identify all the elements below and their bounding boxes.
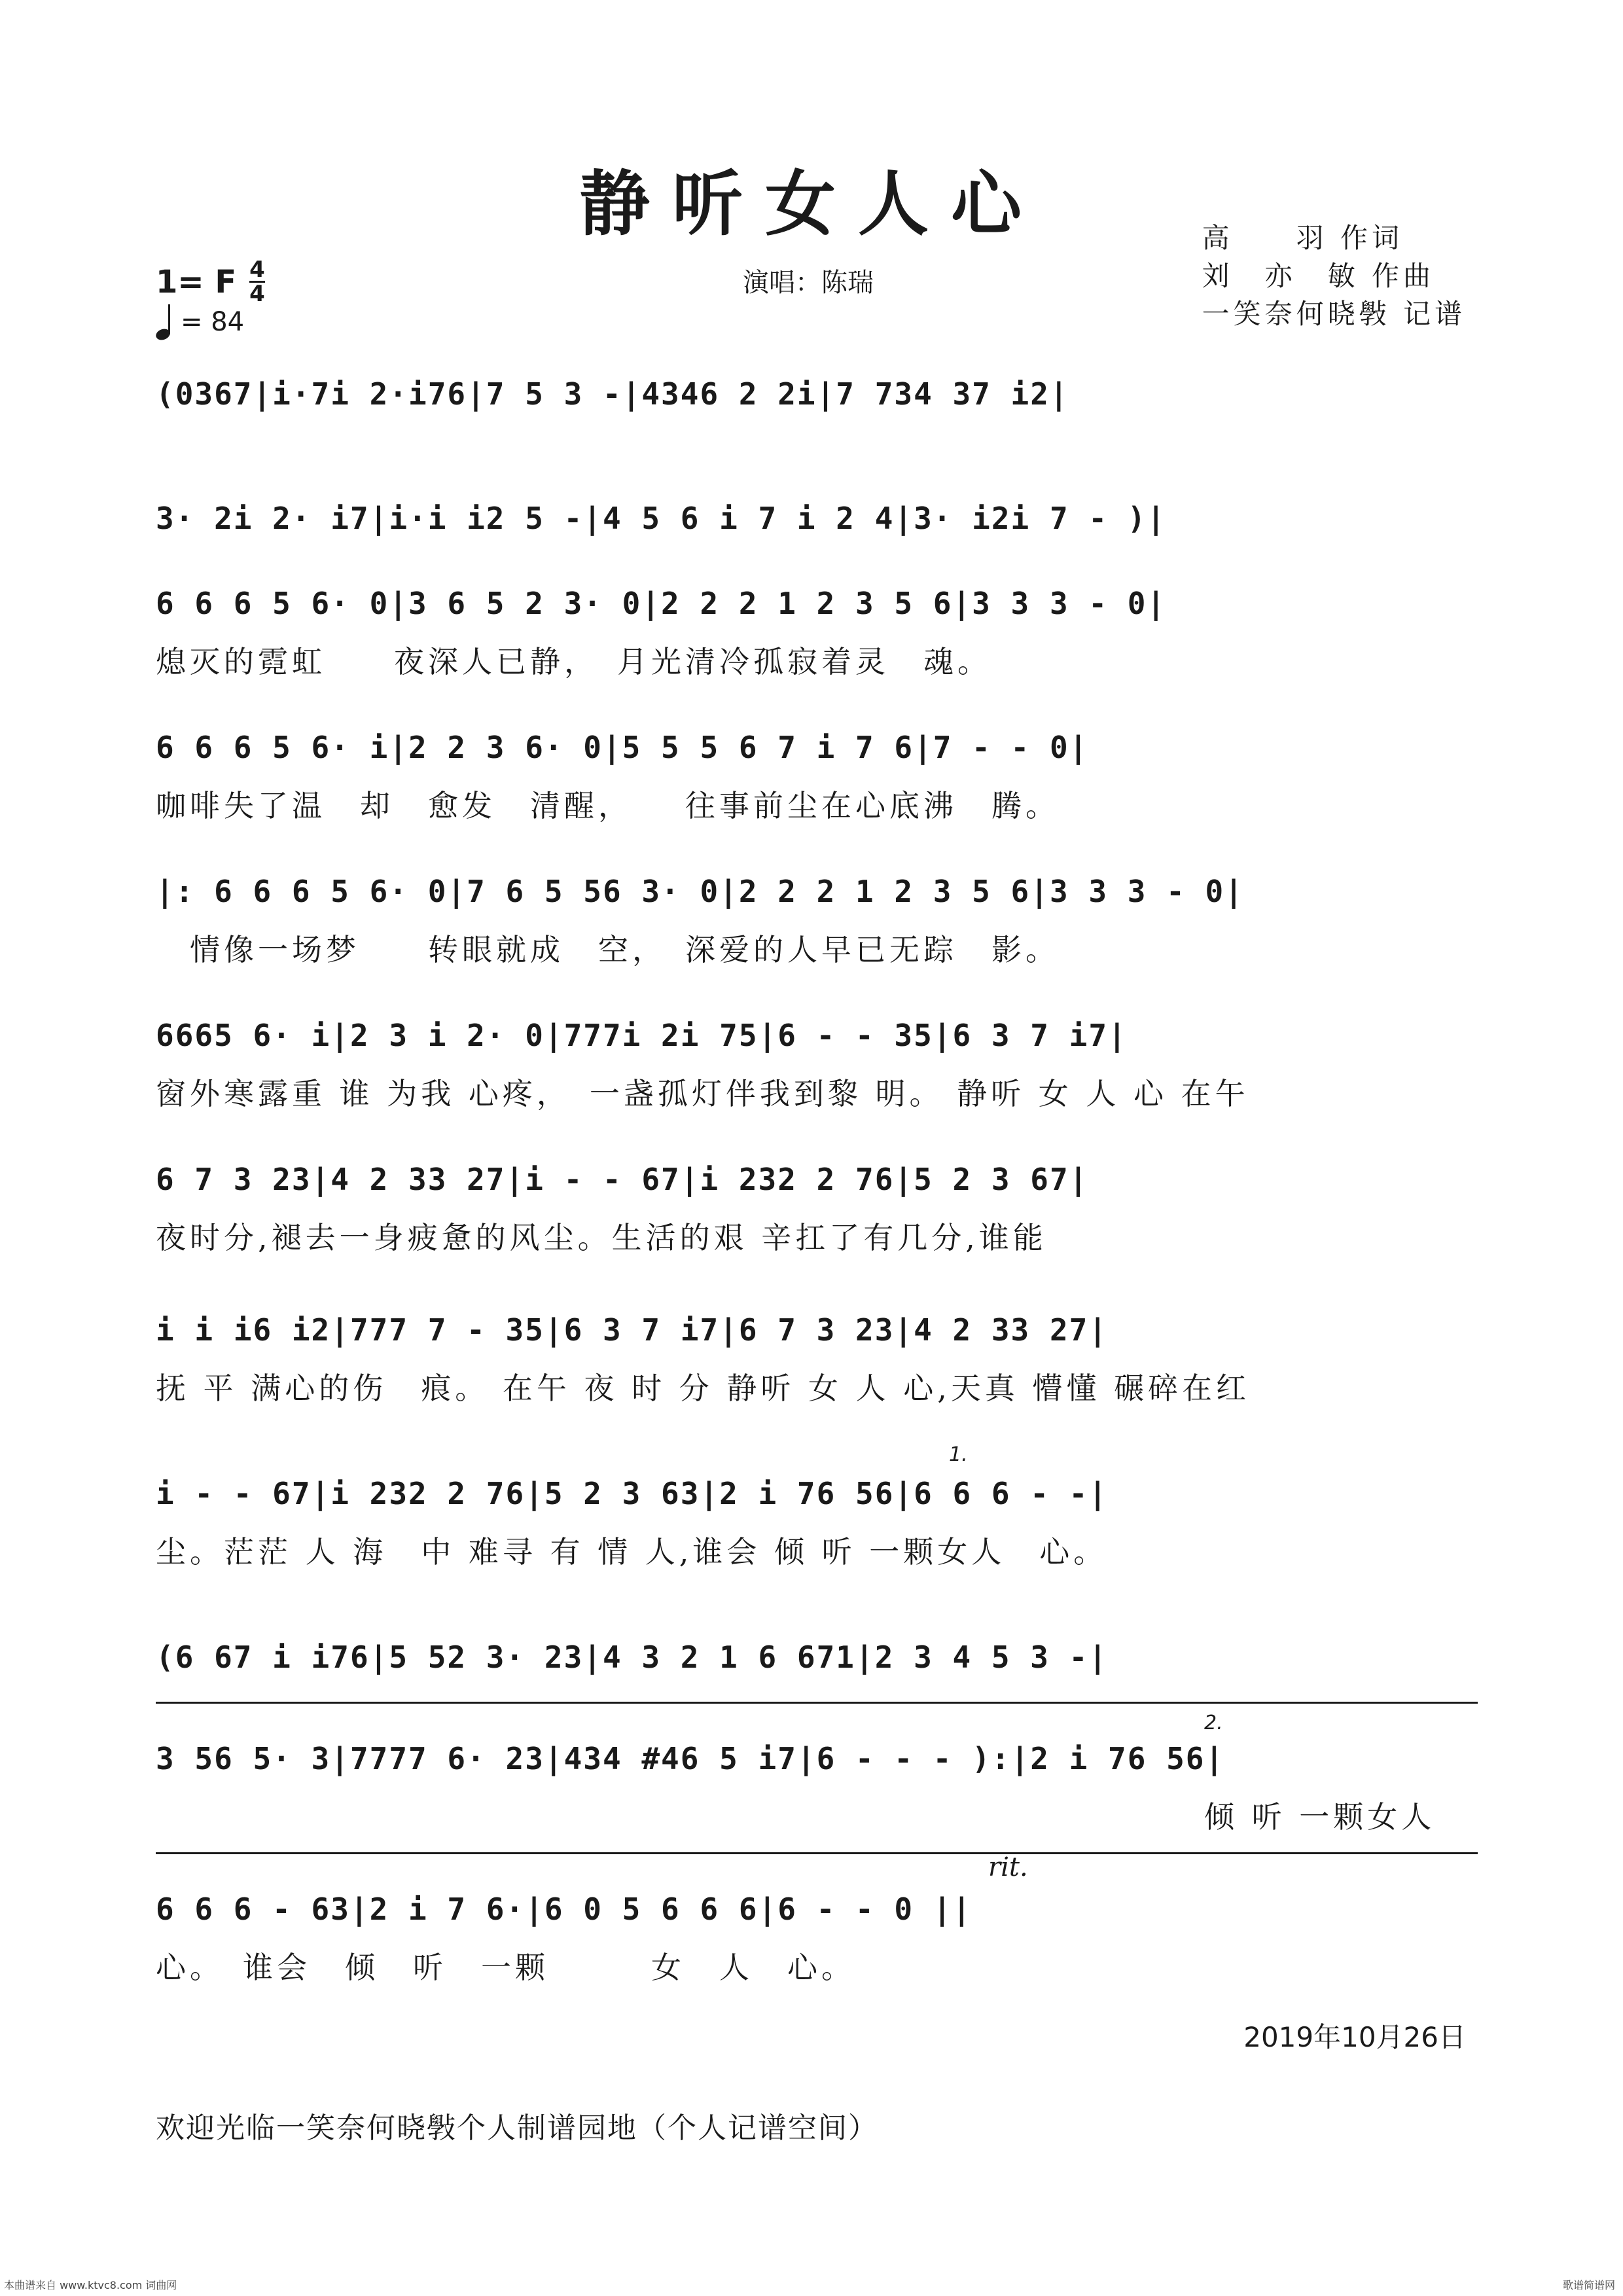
system-divider [156, 1702, 1478, 1704]
composer-credit: 刘 亦 敏 作曲 [1202, 260, 1435, 292]
score-notes-line: 3· 2i 2· i7|i·i i2 5 -|4 5 6 i 7 i 2 4|3· i2i 7 - )| [156, 501, 1167, 536]
time-signature [249, 259, 265, 305]
score-notes-line: 6665 6· i|2 3 i 2· 0|777i 2i 75|6 - - 35|6 3 7 i7| [156, 1018, 1128, 1053]
time-signature-top: 4 [249, 257, 265, 283]
score-notes-line: (6 67 i i76|5 52 3· 23|4 3 2 1 6 671|2 3 4 5 3 -| [156, 1640, 1109, 1675]
key-label: 1= F [156, 263, 237, 300]
system-divider [156, 1852, 1478, 1854]
score-notes-line: i i i6 i2|777 7 - 35|6 3 7 i7|6 7 3 23|4 2 33 27| [156, 1312, 1109, 1348]
score-notes-line: 6 7 3 23|4 2 33 27|i - - 67|i 232 2 76|5 2 3 67| [156, 1162, 1089, 1197]
ritardando-marking: rit. [988, 1852, 1028, 1882]
score-lyrics-line: 窗外寒露重 谁 为我 心疼， 一盏孤灯伴我到黎 明。 静听 女 人 心 在午 [156, 1076, 1249, 1111]
volta-2-label: 2. [1204, 1712, 1223, 1734]
score-notes-line: (0367|i·7i 2·i76|7 5 3 -|4346 2 2i|7 734 37 i2| [156, 376, 1069, 412]
volta-1-label: 1. [949, 1443, 968, 1466]
score-lyrics-line: 情像一场梦 转眼就成 空， 深爱的人早已无踪 影。 [156, 932, 1060, 967]
score-lyrics-line: 熄灭的霓虹 夜深人已静， 月光清冷孤寂着灵 魂。 [156, 644, 991, 679]
score-notes-line: 3 56 5· 3|7777 6· 23|434 #46 5 i7|6 - - - ):|2 i 76 56| [156, 1741, 1225, 1776]
quarter-note-icon [156, 304, 175, 340]
transcription-date: 2019年10月26日 [1243, 2021, 1466, 2053]
singer-credit: 演唱：陈瑞 [743, 268, 874, 298]
score-lyrics-line: 抚 平 满心的伤 痕。 在午 夜 时 分 静听 女 人 心,天真 懵懂 碾碎在红 [156, 1371, 1251, 1406]
song-title: 静听女人心 [579, 163, 1044, 245]
source-watermark: 本曲谱来自 www.ktvc8.com 词曲网 [4, 2279, 177, 2291]
score-lyrics-line: 尘。茫茫 人 海 中 难寻 有 情 人,谁会 倾 听 一颗女人 心。 [156, 1534, 1108, 1570]
time-signature-bottom: 4 [249, 281, 265, 307]
score-lyrics-line: 倾 听 一颗女人 [1204, 1799, 1436, 1835]
site-watermark: 歌谱简谱网 [1562, 2279, 1615, 2291]
score-notes-line: |: 6 6 6 5 6· 0|7 6 5 56 3· 0|2 2 2 1 2 3 5 6|3 3 3 - 0| [156, 874, 1244, 909]
lyricist-credit: 高 羽 作词 [1202, 222, 1403, 254]
score-notes-line: 6 6 6 - 63|2 i 7 6·|6 0 5 6 6 6|6 - - 0 || [156, 1892, 972, 1927]
score-lyrics-line: 夜时分,褪去一身疲惫的风尘。生活的艰 辛扛了有几分,谁能 [156, 1220, 1047, 1255]
tempo-value: = 84 [181, 307, 245, 337]
transcriber-credit: 一笑奈何晓斅 记谱 [1202, 298, 1466, 330]
score-notes-line: 6 6 6 5 6· 0|3 6 5 2 3· 0|2 2 2 1 2 3 5 6|3 3 3 - 0| [156, 586, 1167, 621]
tempo-marking [156, 304, 244, 340]
footer-welcome: 欢迎光临一笑奈何晓斅个人制谱园地（个人记谱空间） [156, 2111, 878, 2145]
score-notes-line: 6 6 6 5 6· i|2 2 3 6· 0|5 5 5 6 7 i 7 6|7 - - 0| [156, 730, 1089, 765]
credits [1202, 219, 1466, 333]
score-lyrics-line: 心。 谁会 倾 听 一颗 女 人 心。 [156, 1950, 855, 1985]
key-signature [156, 259, 265, 305]
score-lyrics-line: 咖啡失了温 却 愈发 清醒， 往事前尘在心底沸 腾。 [156, 788, 1060, 823]
score-notes-line: i - - 67|i 232 2 76|5 2 3 63|2 i 76 56|6 6 6 - -| [156, 1476, 1109, 1511]
